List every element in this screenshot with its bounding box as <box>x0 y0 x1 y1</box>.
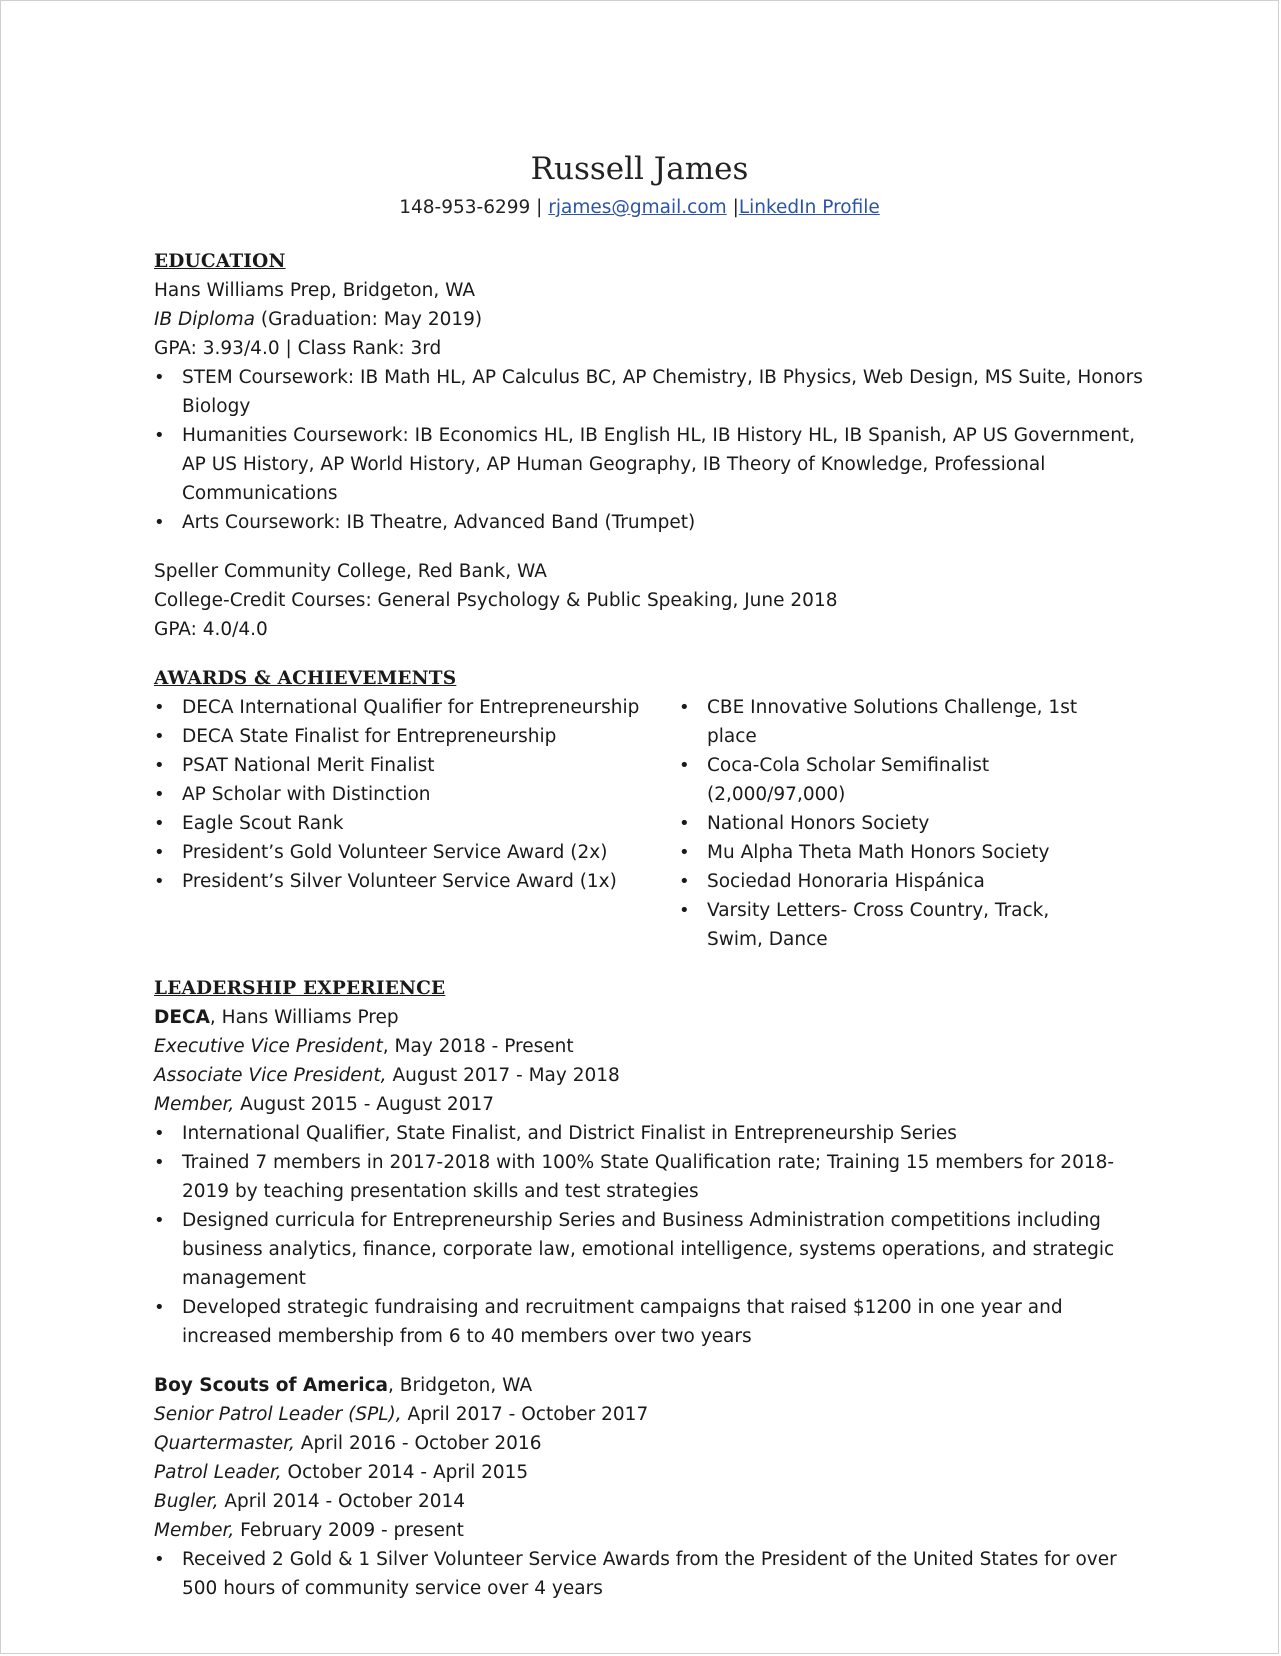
role-line <box>154 1090 1144 1119</box>
awards-list-left <box>154 693 679 954</box>
resume-name: Russell James <box>530 151 749 187</box>
list-item: • DECA State Finalist for Entrepreneurship <box>154 722 679 751</box>
deca-achievements-list <box>154 1119 1144 1351</box>
email-link[interactable]: rjames@gmail.com <box>548 197 727 218</box>
list-item: • STEM Coursework: IB Math HL, AP Calculus BC, AP Chemistry, IB Physics, Web Design, MS Suite, Honors Biology <box>154 363 1144 421</box>
scouts-achievements-list <box>154 1545 1144 1603</box>
linkedin-link[interactable]: LinkedIn Profile <box>738 197 880 218</box>
role-title: Senior Patrol Leader (SPL), <box>154 1404 402 1425</box>
list-item: • Humanities Coursework: IB Economics HL, IB English HL, IB History HL, IB Spanish, AP US Government, AP US History, AP World History, AP Human Geography, IB Theory of Knowledge, Professional Communications <box>154 421 1144 508</box>
role-dates: August 2017 - May 2018 <box>386 1065 620 1086</box>
resume-body <box>154 247 1144 1603</box>
school-name: Speller Community College, Red Bank, WA <box>154 561 547 582</box>
awards-list-right <box>679 693 1099 954</box>
leadership-heading: LEADERSHIP EXPERIENCE <box>154 978 446 999</box>
role-dates: April 2017 - October 2017 <box>401 1404 649 1425</box>
role-title: Patrol Leader, <box>154 1462 282 1483</box>
education-heading: EDUCATION <box>154 251 286 272</box>
role-title: Associate Vice President, <box>154 1065 387 1086</box>
list-item: • Developed strategic fundraising and recruitment campaigns that raised $1200 in one year and increased membership from 6 to 40 members over two years <box>154 1293 1144 1351</box>
gpa-line: GPA: 3.93/4.0 | Class Rank: 3rd <box>154 338 442 359</box>
school-name: Hans Williams Prep, Bridgeton, WA <box>154 280 476 301</box>
role-line <box>154 1429 1144 1458</box>
diploma-title: IB Diploma <box>154 309 255 330</box>
organization-name: Boy Scouts of America <box>154 1375 389 1396</box>
phone-number: 148-953-6299 <box>399 197 531 218</box>
list-item: • Trained 7 members in 2017-2018 with 100% State Qualification rate; Training 15 members for 2018-2019 by teaching presentation skills and test strategies <box>154 1148 1144 1206</box>
organization-place: , Hans Williams Prep <box>209 1007 399 1028</box>
contact-line <box>1 197 1278 218</box>
list-item: • Varsity Letters- Cross Country, Track, Swim, Dance <box>679 896 1099 954</box>
list-item: • DECA International Qualifier for Entrepreneurship <box>154 693 679 722</box>
organization-line <box>154 1371 1144 1400</box>
role-dates: , May 2018 - Present <box>382 1036 574 1057</box>
role-dates: April 2016 - October 2016 <box>294 1433 542 1454</box>
courses-line: College-Credit Courses: General Psychology & Public Speaking, June 2018 <box>154 590 838 611</box>
list-item: • Designed curricula for Entrepreneurship Series and Business Administration competitions including business analytics, finance, corporate law, emotional intelligence, systems operations, and strategic management <box>154 1206 1144 1293</box>
role-line <box>154 1516 1144 1545</box>
list-item: • National Honors Society <box>679 809 1099 838</box>
graduation-date: (Graduation: May 2019) <box>254 309 483 330</box>
list-item: • Mu Alpha Theta Math Honors Society <box>679 838 1099 867</box>
awards-columns <box>154 693 1144 954</box>
list-item: • CBE Innovative Solutions Challenge, 1st place <box>679 693 1099 751</box>
role-dates: April 2014 - October 2014 <box>218 1491 466 1512</box>
role-title: Quartermaster, <box>154 1433 295 1454</box>
awards-heading: AWARDS & ACHIEVEMENTS <box>154 668 457 689</box>
gpa-line: GPA: 4.0/4.0 <box>154 619 268 640</box>
role-title: Member, <box>154 1520 235 1541</box>
list-item: • AP Scholar with Distinction <box>154 780 679 809</box>
role-line <box>154 1400 1144 1429</box>
list-item: • Arts Coursework: IB Theatre, Advanced Band (Trumpet) <box>154 508 1144 537</box>
list-item: • Eagle Scout Rank <box>154 809 679 838</box>
list-item: • PSAT National Merit Finalist <box>154 751 679 780</box>
role-title: Member, <box>154 1094 235 1115</box>
role-dates: August 2015 - August 2017 <box>234 1094 495 1115</box>
list-item: • President’s Silver Volunteer Service Award (1x) <box>154 867 679 896</box>
role-dates: October 2014 - April 2015 <box>281 1462 529 1483</box>
role-line <box>154 1487 1144 1516</box>
diploma-line <box>154 305 1144 334</box>
list-item: • Sociedad Honoraria Hispánica <box>679 867 1099 896</box>
list-item: • President’s Gold Volunteer Service Award (2x) <box>154 838 679 867</box>
role-line <box>154 1032 1144 1061</box>
role-dates: February 2009 - present <box>234 1520 464 1541</box>
role-title: Executive Vice President <box>154 1036 383 1057</box>
organization-name: DECA <box>154 1007 210 1028</box>
coursework-list <box>154 363 1144 537</box>
list-item: • Received 2 Gold & 1 Silver Volunteer Service Awards from the President of the United States for over 500 hours of community service over 4 years <box>154 1545 1144 1603</box>
organization-place: , Bridgeton, WA <box>388 1375 533 1396</box>
list-item: • International Qualifier, State Finalist, and District Finalist in Entrepreneurship Series <box>154 1119 1144 1148</box>
list-item: • Coca-Cola Scholar Semifinalist (2,000/97,000) <box>679 751 1099 809</box>
role-line <box>154 1061 1144 1090</box>
contact-separator: | <box>726 197 739 218</box>
role-title: Bugler, <box>154 1491 219 1512</box>
role-line <box>154 1458 1144 1487</box>
organization-line <box>154 1003 1144 1032</box>
contact-separator: | <box>530 197 549 218</box>
